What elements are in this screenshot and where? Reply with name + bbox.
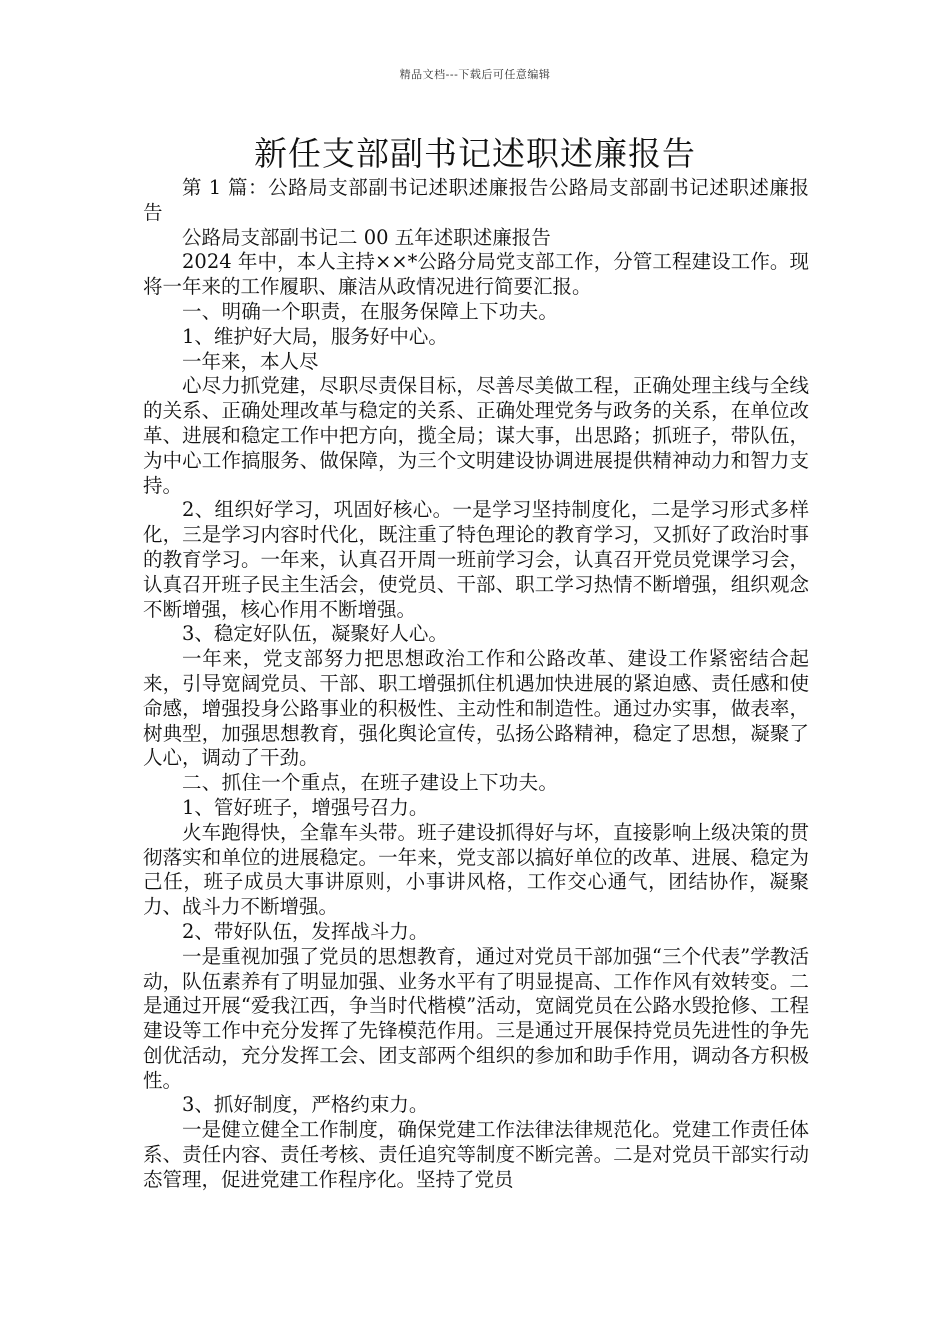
paragraph: 公路局支部副书记二 00 五年述职述廉报告 [182, 225, 551, 249]
paragraph: 第 1 篇：公路局支部副书记述职述廉报告公路局支部副书记述职述廉报告 [143, 176, 809, 224]
paragraph: 一年来，本人尽 [182, 349, 319, 373]
page-header-note: 精品文档---下载后可任意编辑 [399, 68, 551, 81]
document-body [143, 176, 809, 1193]
section-heading: 一、明确一个职责，在服务保障上下功夫。 [182, 299, 559, 323]
paragraph: 2、组织好学习，巩固好核心。一是学习坚持制度化，二是学习形式多样化，三是学习内容时代化，既注重了特色理论的教育学习，又抓好了政治时事的教育学习。一年来，认真召开周一班前学习会，认真召开党员党课学习会，认真召开班子民主生活会，使党员、干部、职工学习热情不断增强，组织观念不断增强，核心作用不断增强。 [143, 498, 809, 621]
subsection-heading: 2、带好队伍，发挥战斗力。 [182, 919, 429, 943]
paragraph: 火车跑得快，全靠车头带。班子建设抓得好与坏，直接影响上级决策的贯彻落实和单位的进展稳定。一年来，党支部以搞好单位的改革、进展、稳定为己任，班子成员大事讲原则，小事讲风格，工作交心通气，团结协作，凝聚力、战斗力不断增强。 [143, 820, 809, 919]
subsection-heading: 3、抓好制度，严格约束力。 [182, 1093, 429, 1117]
subsection-heading: 3、稳定好队伍，凝聚好人心。 [182, 622, 448, 646]
paragraph: 一年来，党支部努力把思想政治工作和公路改革、建设工作紧密结合起来，引导宽阔党员、干部、职工增强抓住机遇加快进展的紧迫感、责任感和使命感，增强投身公路事业的积极性、主动性和制造性。通过办实事，做表率，树典型，加强思想教育，强化舆论宣传，弘扬公路精神，稳定了思想，凝聚了人心，调动了干劲。 [143, 647, 809, 770]
paragraph: 2024 年中，本人主持××*公路分局党支部工作，分管工程建设工作。现将一年来的工作履职、廉洁从政情况进行简要汇报。 [143, 250, 809, 299]
paragraph: 一是健立健全工作制度，确保党建工作法律法律规范化。党建工作责任体系、责任内容、责任考核、责任追究等制度不断完善。二是对党员干部实行动态管理，促进党建工作程序化。坚持了党员 [143, 1118, 809, 1191]
paragraph: 心尽力抓党建，尽职尽责保目标，尽善尽美做工程，正确处理主线与全线的关系、正确处理改革与稳定的关系、正确处理党务与政务的关系，在单位改革、进展和稳定工作中把方向，揽全局；谋大事，出思路；抓班子，带队伍，为中心工作搞服务、做保障，为三个文明建设协调进展提供精神动力和智力支持。 [143, 374, 809, 497]
subsection-heading: 1、维护好大局，服务好中心。 [182, 324, 448, 348]
subsection-heading: 1、管好班子，增强号召力。 [182, 795, 429, 819]
paragraph: 一是重视加强了党员的思想教育，通过对党员干部加强“三个代表”学教活动，队伍素养有了明显加强、业务水平有了明显提高、工作作风有效转变。二是通过开展“爱我江西，争当时代楷模”活动，宽阔党员在公路水毁抢修、工程建设等工作中充分发挥了先锋模范作用。三是通过开展保持党员先进性的争先创优活动，充分发挥工会、团支部两个组织的参加和助手作用，调动各方积极性。 [143, 944, 809, 1092]
section-heading: 二、抓住一个重点，在班子建设上下功夫。 [182, 771, 559, 795]
document-title: 新任支部副书记述职述廉报告 [254, 134, 696, 173]
